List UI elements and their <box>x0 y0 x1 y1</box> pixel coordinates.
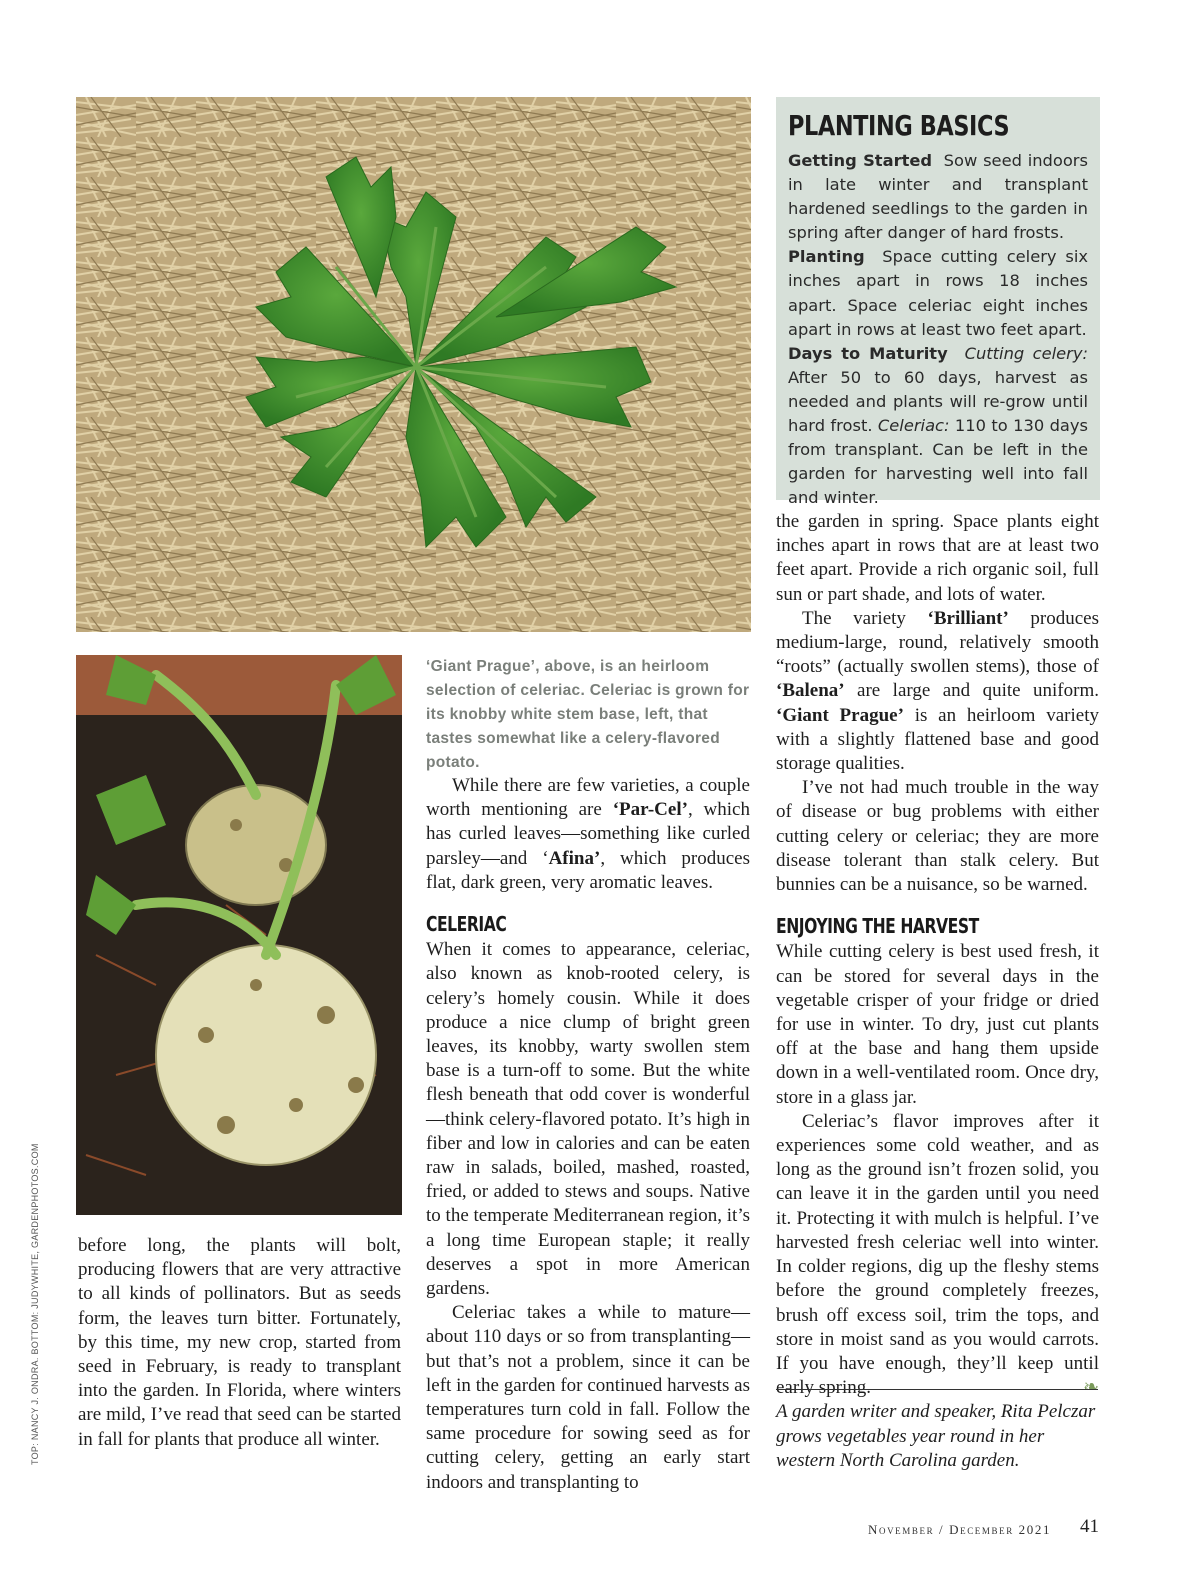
sidebar-item-maturity <box>788 342 1088 511</box>
variety-name: ‘Brilliant’ <box>927 607 1009 629</box>
celery-plant-illustration <box>76 97 751 632</box>
col2-paragraph-maturity: Celeriac takes a while to mature—about 110 days or so from transplanting—but that’s not a problem, since it can be left in the garden for continued harvests as temperatures turn cold in fall. Follow the same procedure for sowing seed as for cutting celery, getting an early start indoors and transplanting to <box>426 1302 750 1493</box>
photo-caption: ‘Giant Prague’, above, is an heirloom selection of celeriac. Celeriac is grown for its knobby white stem base, left, that tastes somewhat like a celery-flavored potato. <box>426 658 750 771</box>
column-3-text <box>776 510 1099 1400</box>
issue-date: November / December 2021 <box>868 1522 1052 1537</box>
text-run: The variety <box>802 607 906 629</box>
celeriac-root-illustration <box>76 655 402 1215</box>
col3-paragraph-celeriac-flavor <box>776 1110 1099 1400</box>
col3-paragraph-spacing: the garden in spring. Space plants eight inches apart in rows that are at least two feet apart. Provide a rich organic soil, full sun or part shade, and lots of water. <box>776 511 1099 605</box>
cutting-label: Cutting celery: <box>964 343 1088 363</box>
col2-paragraph-celeriac: When it comes to appearance, celeriac, also known as knob-rooted celery, is celery’s homely cousin. While it does produce a nice clump of bright green leaves, its knobby, warty swollen stem base is a turn-off to some. But the white flesh beneath that odd cover is wonderful—think celery-flavored potato. It’s high in fiber and low in calories and can be eaten raw in salads, boiled, mashed, roasted, fried, or added to stews and soups. Native to the temperate Mediterranean region, it’s a long time European staple; it really deserves a spot in more American gardens. <box>426 939 750 1300</box>
text-run: While there are few varieties, a couple worth mentioning are <box>426 775 750 821</box>
column-2-text <box>426 774 750 1495</box>
section-heading-harvest: ENJOYING THE HARVEST <box>776 914 979 939</box>
variety-name: ‘Giant Prague’ <box>776 704 904 726</box>
planting-basics-sidebar <box>776 97 1100 508</box>
celeriac-label: Celeriac: <box>877 416 950 436</box>
page-number: 41 <box>1080 1516 1099 1537</box>
text-run: is an heirloom variety with a slightly flattened base and good storage qualities. <box>776 704 1099 775</box>
top-photo-celery-plant <box>76 97 751 632</box>
section-heading-celeriac: CELERIAC <box>426 912 507 937</box>
text-run: are large and quite uniform. <box>857 680 1099 702</box>
text-run: produces medium-large, round, relatively smooth “roots” (actually swollen stems), those of <box>776 607 1099 678</box>
bottom-photo-celeriac-root <box>76 655 402 1215</box>
sidebar-item-planting <box>788 245 1088 341</box>
col3-paragraph-disease: I’ve not had much trouble in the way of disease or bug problems with either cutting celery or celeriac; they are more disease tolerant than stalk celery. But bunnies can be a nuisance, so be warned. <box>776 777 1099 896</box>
col2-paragraph-varieties <box>426 774 750 895</box>
col1-paragraph: before long, the plants will bolt, producing flowers that are very attractive to all kinds of pollinators. But as seeds form, the leaves turn bitter. Fortunately, by this time, my new crop, started from seed in February, is ready to transplant into the garden. In Florida, where winters are mild, I’ve read that seed can be started in fall for plants that produce all winter. <box>78 1235 401 1450</box>
cutting-text: After 50 to 60 days, harvest as needed and plants will re-grow until hard frost. <box>788 367 1088 436</box>
col3-paragraph-storage: While cutting celery is best used fresh, it can be stored for several days in the vegetable crisper of your fridge or dried for use in winter. To dry, just cut plants off at the base and hang them upside down in a well-ventilated room. Once dry, store in a glass jar. <box>776 941 1099 1108</box>
sidebar-text: Sow seed indoors in late winter and transplant hardened seedlings to the garden in spring after danger of hard frosts. <box>788 151 1088 243</box>
sidebar-lead: Days to Maturity <box>788 343 948 363</box>
text-run: , which produces flat, dark green, very aromatic leaves. <box>426 847 750 893</box>
col3-paragraph-varieties <box>776 607 1099 776</box>
variety-name: Afina’ <box>548 847 601 869</box>
sidebar-item-getting-started <box>788 149 1088 245</box>
sidebar-lead: Getting Started <box>788 151 933 170</box>
author-bio: A garden writer and speaker, Rita Pelczar grows vegetables year round in her western North Carolina garden. <box>776 1401 1096 1471</box>
sidebar-body <box>788 149 1088 510</box>
celeriac-text: 110 to 130 days from transplant. Can be left in the garden for harvesting well into fall and winter. <box>788 416 1088 508</box>
text-run: Celeriac’s flavor improves after it experiences some cold weather, and as long as the ground isn’t frozen solid, you can leave it in the garden until you need it. Protecting it with mulch is helpful. I’ve harvested fresh celeriac well into winter. In colder regions, dig up the fleshy stems before the ground completely freezes, brush off excess soil, trim the tops, and store in moist sand as you would carrots. If you have enough, they’ll keep until early spring. <box>776 1110 1099 1399</box>
text-run: , which has curled leaves—something like curled parsley—and ‘ <box>426 799 750 869</box>
end-mark-icon: ❧ <box>1083 1377 1099 1399</box>
variety-name: ‘Balena’ <box>776 680 845 702</box>
sidebar-text: Space cutting celery six inches apart in rows 18 inches apart. Space celeriac eight inches apart in rows at least two feet apart. <box>788 247 1088 339</box>
column-1-text <box>78 1234 401 1452</box>
photo-credit: TOP: NANCY J. ONDRA. BOTTOM: JUDYWHITE, GARDENPHOTOS.COM <box>30 1143 40 1465</box>
sidebar-title: PLANTING BASICS <box>788 109 1010 142</box>
variety-name: ‘Par-Cel’ <box>612 799 688 821</box>
bio-divider <box>776 1389 1098 1390</box>
sidebar-lead: Planting <box>788 247 865 267</box>
